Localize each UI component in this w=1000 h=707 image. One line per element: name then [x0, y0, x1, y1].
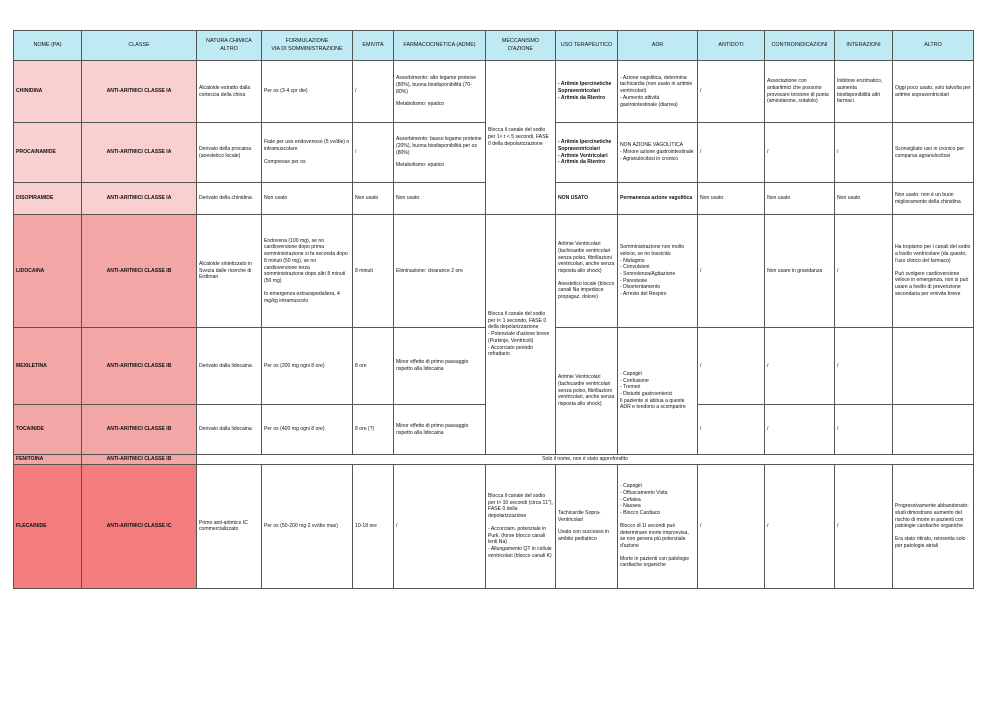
header-formulazione: [262, 31, 353, 61]
cell-text-line: Endovena (100 mg), se no cardioversione dopo prima somministrazione si fa seconda dopo 8 minuti (50 mg), se no cardioversione terza somministrazione dopo altri 8 minuti (50 mg): [264, 237, 348, 285]
natura-cell: Derivato dalla lidocaina: [197, 328, 262, 405]
controindicazioni-cell: /: [765, 123, 835, 183]
cell-text-line: - Convulsioni: [620, 264, 650, 271]
header-nome: NOME (PA): [14, 31, 82, 61]
cell-text-line: ALTRO: [220, 45, 238, 52]
header-controindicazioni: CONTROINDICAZIONI: [765, 31, 835, 61]
cell-text-line: Per os (3-4 cpr die): [264, 88, 308, 95]
adme-cell: /: [394, 464, 486, 588]
cell-text-line: - Capogiri: [620, 483, 643, 490]
uso-cell: [556, 61, 618, 123]
cell-text-line: - Sonnolenza/Agitazione: [620, 271, 676, 277]
emivita-cell: 10-18 ore: [353, 464, 394, 588]
drug-class: ANTI-ARITMICI CLASSE IB: [82, 455, 197, 465]
interazioni-cell: [835, 61, 893, 123]
drug-name: CHINIDINA: [14, 61, 82, 123]
cell-text-line: NON AZIONE VAGOLITICA: [620, 142, 684, 149]
cell-text-line: - Aritmie da Rientro: [558, 94, 606, 101]
controindicazioni-cell: [765, 215, 835, 328]
cell-text-line: Primo anti-aritmico IC commercializzato: [199, 519, 248, 533]
header-row: [14, 31, 974, 61]
cell-text-line: - Accorciam. potenziale in Purk. (forse blocco canali lenti Na): [488, 525, 547, 546]
cell-text-line: Blocca il canale del sodio per t< 1 secondo, FASE 0 della depolarizzazione: [488, 310, 547, 331]
cell-text-line: Ha tropismo per i canali del sodio a livello ventricolare (da questo, l'uso clinico del farmaco): [895, 244, 971, 264]
header-adme: FARMACOCINETICA (ADME): [394, 31, 486, 61]
header-altro: ALTRO: [893, 31, 974, 61]
mechanism-cell-ic: [486, 464, 556, 588]
cell-text-line: - Aritmie da Rientro: [558, 159, 606, 166]
cell-text-line: - Minore azione gastrointestinale: [620, 149, 694, 156]
cell-text-line: Associazione con antiaritmici che possono provocare torsione di punta (amiodarone, sotalolo): [767, 78, 829, 105]
adme-cell: [394, 405, 486, 455]
adme-cell: [394, 123, 486, 183]
emivita-cell: Non usato: [353, 183, 394, 215]
controindicazioni-cell: /: [765, 328, 835, 405]
altro-cell: [893, 405, 974, 455]
emivita-cell: 8 minuti: [353, 215, 394, 328]
cell-text-line: Derivato della procaina (anestetico locale): [199, 145, 252, 159]
cell-text-line: Metabolismo: epatico: [396, 101, 445, 108]
formulazione-cell: [262, 61, 353, 123]
cell-text-line: Fiale per uso endovenoso (5 vv/die) o intramuscolare: [264, 139, 350, 153]
adr-cell: Permanenza azione vagolitica: [618, 183, 698, 215]
adr-cell-shared: [618, 328, 698, 455]
cell-text-line: - Agranulocitosi in cronico: [620, 155, 679, 162]
cell-text-line: - Allungamento QT in cellule ventricolari (blocco canali K): [488, 546, 552, 559]
cell-text-line: - Aritmie Ipercinetiche Sopraventricolari: [558, 81, 612, 95]
cell-text-line: Può svolgere cardioversione veloce in emergenza, non si può usare a livello di prevenzione secondaria per emivita breve: [895, 270, 969, 297]
formulazione-cell: [262, 123, 353, 183]
cell-text-line: NATURA CHIMICA: [206, 38, 252, 45]
cell-text-line: VIA DI SOMMINISTRAZIONE: [271, 45, 343, 52]
adr-cell: [618, 123, 698, 183]
cell-text-line: - Arresto del Respiro: [620, 291, 667, 298]
cell-text-line: - Accorciato periodo refrattario: [488, 344, 534, 358]
header-interazioni: INTERAZIONI: [835, 31, 893, 61]
mechanism-cell-ia: [486, 61, 556, 215]
table-row: [14, 464, 974, 588]
mechanism-cell-ib: [486, 215, 556, 455]
cell-text-line: Tachicardie Sopra-Ventricolari: [558, 509, 601, 523]
controindicazioni-cell: /: [765, 405, 835, 455]
uso-cell: NON USATO: [556, 183, 618, 215]
cell-text-line: Blocca il canale del sodio per 1< t < 5 secondi, FASE 0 della depolarizzazione: [488, 127, 549, 147]
cell-text-line: - Aumento attività gastrointestinale (diarrea): [620, 94, 678, 108]
cell-text-line: D'AZIONE: [508, 45, 533, 52]
drug-class: ANTI-ARITMICI CLASSE IA: [82, 123, 197, 183]
emivita-cell: 8 ore (?): [353, 405, 394, 455]
drug-name: TOCAINIDE: [14, 405, 82, 455]
interazioni-cell: /: [835, 328, 893, 405]
table-row: [14, 455, 974, 465]
cell-text-line: Eliminazione: clearance 2 ore: [396, 267, 463, 274]
cell-text-line: Usato con successo in ambito pediatrico: [558, 529, 609, 542]
interazioni-cell: Non usato: [835, 183, 893, 215]
adr-cell: [618, 215, 698, 328]
cell-text-line: Progressivamente abbandonato: studi dimostrano aumento del rischio di morte in pazienti con patologie cardiache organiche: [895, 503, 969, 530]
cell-text-line: - Azione vagolitica, determina tachicardia (non usato in aritmie ventricolari): [620, 74, 693, 95]
cell-text-line: - Aritmie Ipercinetiche Sopraventricolari: [558, 139, 612, 152]
header-meccanismo: [486, 31, 556, 61]
cell-text-line: Assorbimento: alto legame proteine (80%), buona biodisponibilità (70-80%): [396, 75, 477, 95]
header-antidoti: ANTIDOTI: [698, 31, 765, 61]
adr-cell: [618, 61, 698, 123]
cell-text-line: Aritmie Ventricolari (tachicardie ventricolari senza polso, fibrillazioni ventricolari, anche senza risposta allo shock): [558, 374, 615, 408]
cell-text-line: - Capogiri: [620, 370, 643, 377]
antidoti-cell: /: [698, 405, 765, 455]
drug-table: [13, 30, 974, 589]
controindicazioni-cell: /: [765, 464, 835, 588]
cell-text-line: Non usare in gravidanza: [767, 267, 823, 274]
emivita-cell: /: [353, 123, 394, 183]
altro-cell: [893, 328, 974, 405]
antidoti-cell: /: [698, 215, 765, 328]
cell-text-line: Minor effetto di primo passaggio rispetto alla lidocaina: [396, 422, 469, 436]
altro-cell: [893, 123, 974, 183]
altro-cell: [893, 61, 974, 123]
altro-cell: [893, 183, 974, 215]
cell-text-line: - Aritmie Ventricolari: [558, 152, 608, 159]
controindicazioni-cell: Non usato: [765, 183, 835, 215]
cell-text-line: MECCANISMO: [501, 38, 540, 45]
cell-text-line: Era stato ritirato, reinserita solo per patologie atriali: [895, 535, 966, 549]
cell-text-line: - Blocco Cardiaco: [620, 510, 661, 517]
uso-cell-shared: [556, 328, 618, 455]
adme-cell: Non usato: [394, 183, 486, 215]
cell-text-line: - Parestesie: [620, 277, 648, 284]
header-adr: ADR: [618, 31, 698, 61]
natura-cell: [197, 215, 262, 328]
cell-text-line: Oggi poco usato, solo talvolta per aritmie sopraventricolari: [895, 84, 971, 98]
adme-cell: [394, 215, 486, 328]
cell-text-line: - Offuscamento Vista: [620, 489, 668, 496]
emivita-cell: 8 ore: [353, 328, 394, 405]
natura-cell: [197, 464, 262, 588]
table-row: [14, 215, 974, 328]
adme-cell: [394, 61, 486, 123]
table-row: [14, 61, 974, 123]
drug-class: ANTI-ARITMICI CLASSE IB: [82, 215, 197, 328]
formulazione-cell: Per os (400 mg ogni 8 ore): [262, 405, 353, 455]
drug-class: ANTI-ARITMICI CLASSE IB: [82, 328, 197, 405]
emivita-cell: /: [353, 61, 394, 123]
cell-text-line: Assorbimento: basso legame proteine (20%), buona biodisponibilità per os (80%): [396, 136, 482, 156]
cell-text-line: Metabolismo: epatico: [396, 162, 445, 169]
cell-text-line: - Cefalea: [620, 496, 641, 503]
cell-text-line: - Tremori: [620, 384, 641, 391]
natura-cell: [197, 61, 262, 123]
cell-text-line: - Disorientamento: [620, 284, 661, 291]
natura-cell: Derivato della chinidina: [197, 183, 262, 215]
drug-class: ANTI-ARITMICI CLASSE IA: [82, 183, 197, 215]
interazioni-cell: /: [835, 215, 893, 328]
antidoti-cell: /: [698, 328, 765, 405]
cell-text-line: Sconsigliato uso in cronico per comparsa agranulocitosi: [895, 145, 965, 159]
drug-name: FENITOINA: [14, 455, 82, 465]
antidoti-cell: /: [698, 123, 765, 183]
uso-cell: [556, 123, 618, 183]
uso-cell: [556, 215, 618, 328]
antidoti-cell: /: [698, 464, 765, 588]
cell-text-line: Somministrazione non molto veloce, se no tossicità:: [620, 244, 685, 257]
uso-cell: [556, 464, 618, 588]
cell-text-line: - Disturbi gastroenterici: [620, 391, 673, 397]
cell-text-line: Non usato: non è un buon miglioramento della chinidina: [895, 191, 961, 205]
cell-text-line: Il paziente si abitua a queste ADR e tendono a scomparire: [620, 397, 686, 411]
cell-text-line: Alcaloide estratto dalla corteccia della china: [199, 84, 251, 98]
cell-text-line: Blocca il canale del sodio per t> 10 secondi (circa 11''), FASE 0 della depolarizzazione: [488, 492, 553, 520]
drug-class: ANTI-ARITMICI CLASSE IC: [82, 464, 197, 588]
cell-text-line: Anestetico locale (blocco canali Na impedisce propagaz. dolore): [558, 280, 615, 301]
cell-text-line: - Confusione: [620, 377, 649, 384]
drug-class: ANTI-ARITMICI CLASSE IB: [82, 405, 197, 455]
cell-text-line: Morte in pazienti con patologie cardiache organiche: [620, 555, 690, 569]
drug-name: PROCAINAMIDE: [14, 123, 82, 183]
drug-name: LIDOCAINA: [14, 215, 82, 328]
altro-cell: [893, 215, 974, 328]
header-natura: [197, 31, 262, 61]
antidoti-cell: /: [698, 61, 765, 123]
formulazione-cell: Non usato: [262, 183, 353, 215]
adme-cell: [394, 328, 486, 405]
natura-cell: Derivato dalla lidocaina: [197, 405, 262, 455]
altro-cell: [893, 464, 974, 588]
antidoti-cell: Non usato: [698, 183, 765, 215]
cell-text-line: - Nistagmo: [620, 257, 645, 264]
cell-text-line: Alcaloide sintetizzato in Svezia dalle ricerche di Erdtman: [199, 260, 252, 281]
cell-text-line: - Nausea: [620, 503, 641, 510]
formulazione-cell: Per os (200 mg ogni 8 ore): [262, 328, 353, 405]
drug-name: FLECAINIDE: [14, 464, 82, 588]
drug-class: ANTI-ARITMICI CLASSE IA: [82, 61, 197, 123]
formulazione-cell: Per os (50-200 mg 2 vv/die max): [262, 464, 353, 588]
drug-name: MEXILETINA: [14, 328, 82, 405]
adr-cell: [618, 464, 698, 588]
cell-text-line: - Potenziale d'azione breve (Purkinje, Ventricoli): [488, 331, 550, 344]
cell-text-line: Minor effetto di primo passaggio rispetto alla lidocaina: [396, 359, 469, 372]
interazioni-cell: /: [835, 123, 893, 183]
formulazione-cell: [262, 215, 353, 328]
interazioni-cell: /: [835, 464, 893, 588]
cell-text-line: FORMULAZIONE: [285, 38, 329, 45]
header-emivita: EMIVITA: [353, 31, 394, 61]
not-studied-note: Solo il nome, non è stato approfondito: [197, 455, 974, 465]
natura-cell: [197, 123, 262, 183]
drug-name: DISOPIRAMIDE: [14, 183, 82, 215]
header-uso: USO TERAPEUTICO: [556, 31, 618, 61]
controindicazioni-cell: [765, 61, 835, 123]
interazioni-cell: /: [835, 405, 893, 455]
cell-text-line: Blocco di 1I secondi può determinare morte improvvisa, se non genera più potenziale d'azione: [620, 522, 689, 550]
cell-text-line: In emergenza extraospedaliera, 4 mg/kg intramuscolo: [264, 290, 340, 304]
header-classe: CLASSE: [82, 31, 197, 61]
cell-text-line: Inibitore enzimatico, aumenta biodisponibilità altri farmaci: [837, 78, 883, 105]
cell-text-line: Aritmie Ventricolari (tachicardie ventricolari senza polso, fibrillazioni ventricolari, anche senza risposta allo shock): [558, 241, 615, 274]
cell-text-line: Compresse per os: [264, 158, 306, 165]
